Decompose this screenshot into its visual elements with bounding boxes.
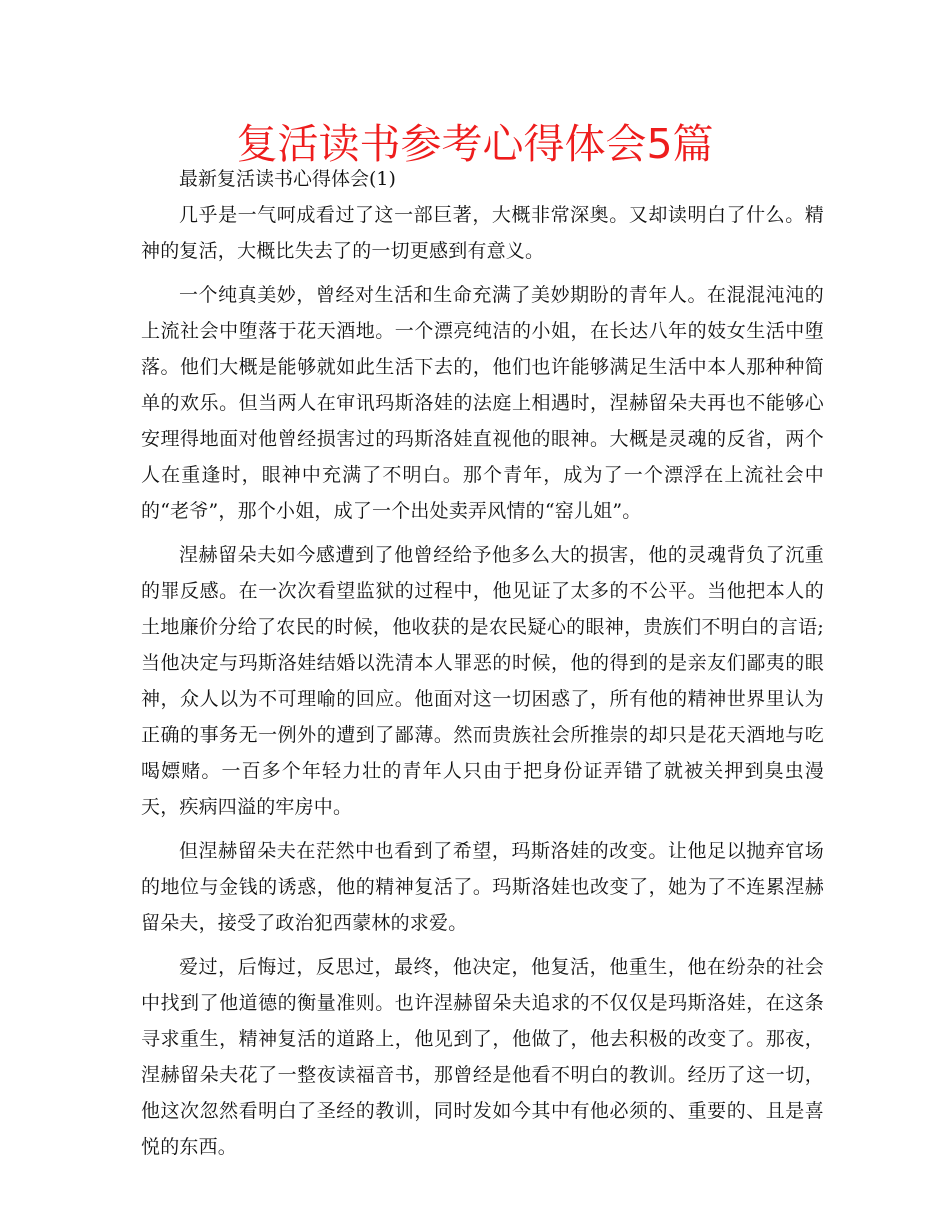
paragraph-1: 几乎是一气呵成看过了这一部巨著，大概非常深奥。又却读明白了什么。精神的复活，大概比失去了的一切更感到有意义。	[141, 204, 824, 262]
paragraph-3: 涅赫留朵夫如今感遭到了他曾经给予他多么大的损害，他的灵魂背负了沉重的罪反感。在一次次看望监狱的过程中，他见证了太多的不公平。当他把本人的土地廉价分给了农民的时候，他收获的是农民疑心的眼神，贵族们不明白的言语;当他决定与玛斯洛娃结婚以洗清本人罪恶的时候，他的得到的是亲友们鄙夷的眼神，众人以为不可理喻的回应。他面对这一切困惑了，所有他的精神世界里认为正确的事务无一例外的遭到了鄙薄。然而贵族社会所推崇的却只是花天酒地与吃喝嫖赌。一百多个年轻力壮的青年人只由于把身份证弄错了就被关押到臭虫漫天，疾病四溢的牢房中。	[141, 544, 824, 818]
paragraph-2: 一个纯真美妙，曾经对生活和生命充满了美妙期盼的青年人。在混混沌沌的上流社会中堕落于花天酒地。一个漂亮纯洁的小姐，在长达八年的妓女生活中堕落。他们大概是能够就如此生活下去的，他们也许能够满足生活中本人那种种简单的欢乐。但当两人在审讯玛斯洛娃的法庭上相遇时，涅赫留朵夫再也不能够心安理得地面对他曾经损害过的玛斯洛娃直视他的眼神。大概是灵魂的反省，两个人在重逢时，眼神中充满了不明白。那个青年，成为了一个漂浮在上流社会中的“老爷”，那个小姐，成了一个出处卖弄风情的“窑儿姐”。	[141, 284, 824, 522]
section-subtitle: 最新复活读书心得体会(1)	[179, 168, 396, 190]
document-body	[141, 168, 824, 1173]
document-title: 复活读书参考心得体会5篇	[236, 120, 714, 168]
paragraph-5: 爱过，后悔过，反思过，最终，他决定，他复活，他重生，他在纷杂的社会中找到了他道德的衡量准则。也许涅赫留朵夫追求的不仅仅是玛斯洛娃，在这条寻求重生，精神复活的道路上，他见到了，他做了，他去积极的改变了。那夜，涅赫留朵夫花了一整夜读福音书，那曾经是他看不明白的教训。经历了这一切，他这次忽然看明白了圣经的教训，同时发如今其中有他必须的、重要的、且是喜悦的东西。	[141, 956, 824, 1158]
paragraph-4: 但涅赫留朵夫在茫然中也看到了希望，玛斯洛娃的改变。让他足以抛弃官场的地位与金钱的诱惑，他的精神复活了。玛斯洛娃也改变了，她为了不连累涅赫留朵夫，接受了政治犯西蒙林的求爱。	[141, 840, 824, 934]
